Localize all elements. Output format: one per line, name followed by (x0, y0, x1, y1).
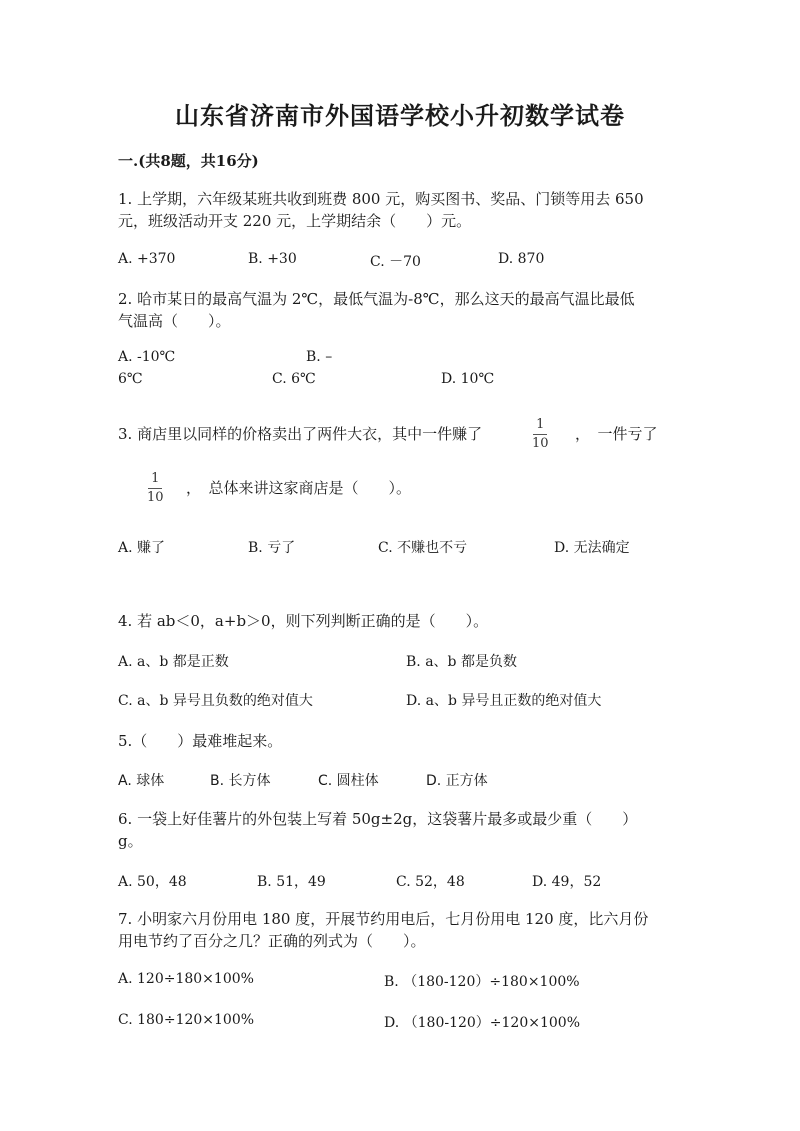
option-c[interactable]: C. －70 (370, 254, 421, 270)
option-b[interactable]: B. – (306, 349, 333, 365)
option-a[interactable]: A. 球体 (118, 773, 165, 789)
option-b[interactable]: B. a、b 都是负数 (406, 654, 517, 670)
question-text: 元，班级活动开支 220 元，上学期结余（ ）元。 (118, 212, 472, 230)
question-text: 气温高（ ）。 (118, 312, 231, 330)
option-c[interactable]: C. 不赚也不亏 (378, 540, 468, 556)
option-c[interactable]: C. 6℃ (272, 371, 316, 387)
option-d[interactable]: D. 正方体 (426, 773, 488, 789)
question-text: ， 一件亏了 (575, 425, 658, 443)
option-b-continued: 6℃ (118, 371, 143, 387)
fraction-numerator: 1 (151, 471, 160, 486)
option-a[interactable]: A. 120÷180×100% (118, 971, 254, 987)
fraction (147, 472, 164, 505)
option-a[interactable]: A. -10℃ (118, 349, 176, 365)
fraction-numerator: 1 (536, 417, 545, 432)
option-d[interactable]: D. 10℃ (441, 371, 495, 387)
option-b[interactable]: B. 51，49 (257, 874, 326, 890)
question-text: g。 (118, 832, 143, 850)
option-a[interactable]: A. a、b 都是正数 (118, 654, 229, 670)
page-title: 山东省济南市外国语学校小升初数学试卷 (175, 101, 625, 130)
option-b[interactable]: B. +30 (248, 251, 297, 267)
option-b[interactable]: B. 亏了 (248, 540, 296, 556)
option-c[interactable]: C. 圆柱体 (318, 773, 379, 789)
option-c[interactable]: C. 52，48 (396, 874, 465, 890)
option-d[interactable]: D. 49，52 (532, 874, 602, 890)
option-b[interactable]: B. 长方体 (210, 773, 271, 789)
option-c[interactable]: C. 180÷120×100% (118, 1012, 255, 1028)
question-text: 7. 小明家六月份用电 180 度，开展节约用电后，七月份用电 120 度，比六月份 (118, 910, 649, 928)
option-d[interactable]: D. a、b 异号且正数的绝对值大 (406, 693, 602, 709)
fraction-denominator: 10 (147, 490, 164, 505)
question-text: 3. 商店里以同样的价格卖出了两件大衣，其中一件赚了 (118, 425, 483, 443)
question-text: 用电节约了百分之几？正确的列式为（ ）。 (118, 932, 426, 950)
option-a[interactable]: A. 50，48 (118, 874, 187, 890)
fraction-denominator: 10 (532, 436, 549, 451)
question-text: 4. 若 ab＜0，a+b＞0，则下列判断正确的是（ ）。 (118, 612, 489, 630)
option-d[interactable]: D. 无法确定 (554, 540, 630, 556)
section-heading: 一.(共8题，共16分) (118, 152, 259, 170)
option-d[interactable]: D. 870 (498, 251, 545, 267)
question-text: ， 总体来讲这家商店是（ ）。 (186, 479, 412, 497)
option-d[interactable]: D. （180-120）÷120×100% (384, 1015, 581, 1031)
fraction (532, 418, 549, 451)
option-b[interactable]: B. （180-120）÷180×100% (384, 974, 580, 990)
fraction-bar (148, 488, 162, 489)
fraction-bar (533, 434, 547, 435)
question-text: 5.（ ）最难堆起来。 (118, 732, 283, 750)
question-text: 6. 一袋上好佳薯片的外包装上写着 50g±2g，这袋薯片最多或最少重（ ） (118, 810, 638, 828)
option-a[interactable]: A. 赚了 (118, 540, 166, 556)
option-a[interactable]: A. +370 (118, 251, 176, 267)
option-c[interactable]: C. a、b 异号且负数的绝对值大 (118, 693, 313, 709)
question-text: 1. 上学期，六年级某班共收到班费 800 元，购买图书、奖品、门锁等用去 650 (118, 190, 644, 208)
question-text: 2. 哈市某日的最高气温为 2℃，最低气温为-8℃，那么这天的最高气温比最低 (118, 290, 635, 308)
